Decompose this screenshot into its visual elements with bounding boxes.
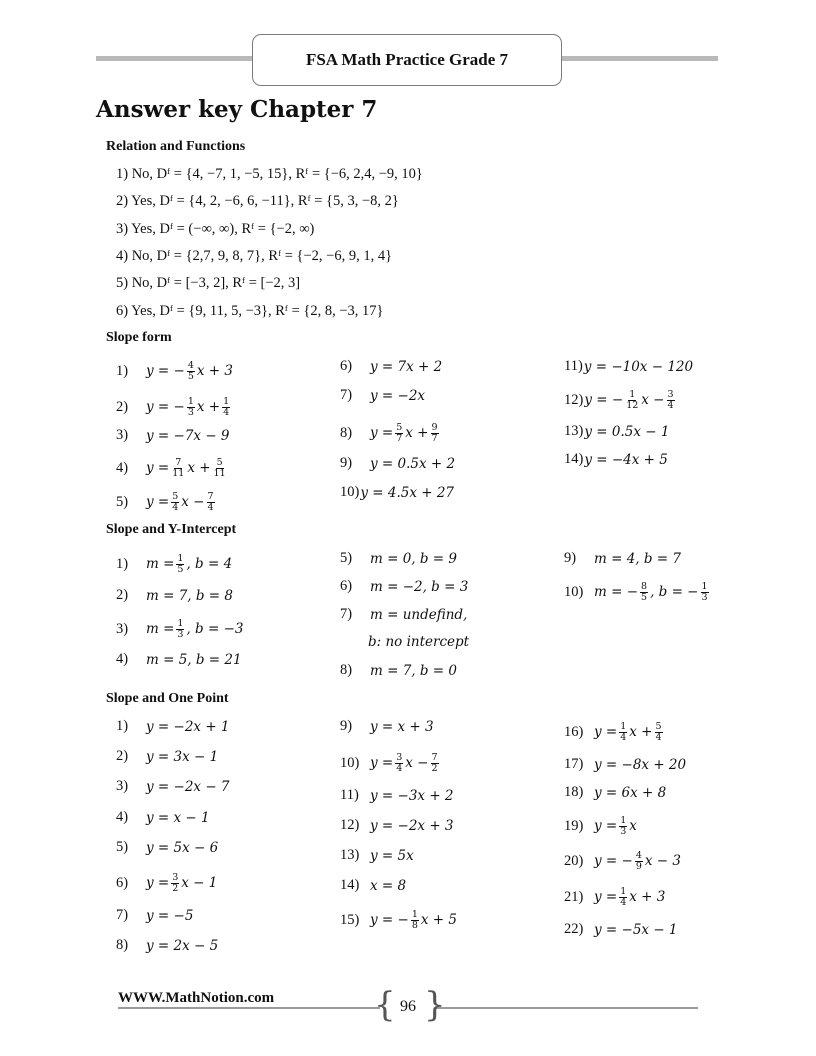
answer-expression: [594, 551, 681, 567]
answer-item: [564, 358, 693, 375]
answer-expression: [370, 388, 425, 404]
expression-part: y = 5x − 6: [146, 839, 219, 856]
relation-item: 6) Yes, Dᶠ = {9, 11, 5, −3}, Rᶠ = {2, 8, −3, 17}: [116, 303, 384, 319]
fraction-numerator: 3: [667, 389, 674, 400]
answer-expression: [594, 722, 665, 743]
answer-number: 8): [340, 662, 353, 678]
expression-part: m = −: [594, 584, 639, 601]
left-brace-icon: {: [374, 985, 396, 1025]
answer-item: [340, 753, 441, 774]
answer-number: 2): [116, 398, 129, 415]
answer-expression: [146, 361, 233, 382]
answer-number: 11): [564, 358, 583, 374]
answer-expression: [594, 922, 678, 938]
answer-number: 8): [116, 937, 129, 953]
fraction: [667, 390, 675, 411]
answer-number: 1): [116, 555, 129, 572]
expression-part: y = 0.5x + 2: [370, 455, 456, 472]
expression-part: x +: [629, 724, 653, 741]
expression-part: y =: [594, 818, 618, 835]
answer-expression: [146, 873, 217, 894]
relation-item: 4) No, Dᶠ = {2,7, 9, 8, 7}, Rᶠ = {−2, −6, 9, 1, 4}: [116, 248, 393, 264]
expression-part: , b = 4: [186, 556, 233, 573]
expression-part: x + 3: [629, 889, 666, 906]
expression-part: y =: [594, 724, 618, 741]
fraction: [619, 887, 627, 908]
answer-expression: [146, 908, 193, 924]
answer-expression: [146, 779, 230, 795]
fraction-denominator: 12: [626, 399, 639, 411]
answer-number: 3): [116, 427, 129, 443]
answer-item: [116, 458, 229, 479]
answer-expression: [370, 719, 434, 735]
expression-part: y = −: [146, 399, 185, 416]
answer-expression: [146, 652, 242, 668]
fraction: [640, 582, 648, 603]
answer-number: 2): [116, 748, 129, 764]
fraction-numerator: 7: [207, 491, 214, 502]
fraction-numerator: 1: [187, 396, 194, 407]
answer-item: [116, 427, 230, 444]
answer-item: [116, 873, 217, 894]
expression-part: y =: [370, 425, 394, 442]
fraction: [619, 816, 627, 837]
answer-number: 11): [340, 787, 359, 803]
answer-item: [340, 387, 425, 404]
answer-number: 22): [564, 921, 584, 937]
answer-number: 14): [340, 877, 360, 893]
answer-number: 10): [340, 754, 360, 771]
fraction: [431, 423, 439, 444]
expression-part: x: [629, 818, 637, 835]
answer-item: [340, 847, 414, 864]
fraction: [655, 722, 663, 743]
expression-part: m = undefind,: [370, 606, 468, 623]
fraction-denominator: 7: [431, 432, 438, 444]
answer-expression: [594, 582, 711, 603]
fraction-numerator: 1: [701, 581, 708, 592]
fraction-denominator: 4: [620, 731, 627, 743]
fraction: [635, 851, 643, 872]
answer-item: [564, 887, 665, 908]
expression-part: y = −5x − 1: [594, 921, 678, 938]
footer-rule-right: [436, 1007, 698, 1009]
fraction-numerator: 1: [177, 618, 184, 629]
answer-number: 7): [340, 387, 353, 403]
answer-expression: [146, 397, 232, 418]
expression-part: m = 0, b = 9: [370, 550, 457, 567]
page-number: 96: [400, 998, 416, 1015]
answer-item: [116, 397, 232, 418]
fraction-denominator: 4: [655, 731, 662, 743]
header-rule-right: [560, 56, 718, 61]
answer-item: [116, 651, 242, 668]
answer-item: [116, 748, 218, 765]
relation-item: 5) No, Dᶠ = [−3, 2], Rᶠ = [−2, 3]: [116, 275, 301, 291]
answer-number: 4): [116, 809, 129, 825]
fraction-numerator: 1: [620, 886, 627, 897]
answer-item: [340, 910, 457, 931]
answer-number: 7): [116, 907, 129, 923]
answer-expression: [368, 634, 469, 650]
answer-item: [340, 718, 434, 735]
answer-item: [340, 817, 454, 834]
fraction: [171, 873, 179, 894]
expression-part: y = −2x + 1: [146, 718, 230, 735]
answer-number: 9): [340, 718, 353, 734]
expression-part: x +: [196, 399, 221, 416]
answer-expression: [370, 607, 467, 623]
expression-part: y = −2x − 7: [146, 778, 230, 795]
answer-item: [340, 550, 457, 567]
answer-expression: [594, 851, 681, 872]
answer-expression: [146, 749, 218, 765]
expression-part: y = −2x: [370, 387, 426, 404]
answer-expression: [370, 878, 406, 894]
expression-part: b: no intercept: [368, 634, 470, 650]
answer-item: [116, 778, 230, 795]
fraction-denominator: 5: [177, 563, 184, 575]
expression-part: m = 4, b = 7: [594, 550, 681, 567]
answer-item: [368, 634, 469, 650]
answer-item: [116, 907, 193, 924]
expression-part: m = 7, b = 8: [146, 587, 233, 604]
fraction-denominator: 4: [620, 896, 627, 908]
fraction-numerator: 3: [396, 752, 403, 763]
answer-number: 20): [564, 852, 584, 869]
fraction-denominator: 11: [213, 467, 226, 479]
expression-part: y = 6x + 8: [594, 784, 667, 801]
answer-expression: [370, 551, 457, 567]
answer-number: 9): [340, 455, 353, 471]
answer-item: [116, 937, 218, 954]
answer-item: [116, 809, 210, 826]
fraction-denominator: 7: [396, 432, 403, 444]
relation-item: 3) Yes, Dᶠ = (−∞, ∞), Rᶠ = {−2, ∞): [116, 221, 315, 237]
fraction: [625, 390, 639, 411]
expression-part: y = 5x: [370, 847, 414, 864]
answer-expression: [584, 359, 693, 375]
expression-part: y = −: [594, 853, 633, 870]
fraction-denominator: 4: [396, 762, 403, 774]
fraction-numerator: 1: [620, 721, 627, 732]
footer-website: WWW.MathNotion.com: [118, 990, 275, 1006]
fraction: [411, 910, 419, 931]
expression-part: x −: [405, 755, 429, 772]
answer-item: [116, 554, 232, 575]
fraction-numerator: 7: [175, 457, 182, 468]
expression-part: x +: [187, 460, 211, 477]
expression-part: y = −: [146, 363, 185, 380]
fraction-numerator: 8: [641, 581, 648, 592]
fraction-numerator: 5: [396, 422, 403, 433]
fraction-denominator: 5: [641, 591, 648, 603]
expression-part: y = 7x + 2: [370, 358, 443, 375]
answer-expression: [370, 663, 457, 679]
fraction-numerator: 1: [620, 815, 627, 826]
expression-part: m = 5, b = 21: [146, 651, 242, 668]
fraction: [187, 397, 195, 418]
fraction-denominator: 3: [187, 406, 194, 418]
answer-item: [116, 361, 233, 382]
expression-part: x + 3: [196, 363, 233, 380]
answer-number: 6): [116, 874, 129, 891]
expression-part: y = −8x + 20: [594, 756, 687, 773]
answer-number: 8): [340, 424, 353, 441]
answer-expression: [146, 810, 210, 826]
answer-expression: [370, 753, 441, 774]
expression-part: m = −2, b = 3: [370, 578, 469, 595]
fraction-numerator: 3: [172, 872, 179, 883]
answer-expression: [594, 816, 637, 837]
answer-expression: [146, 719, 230, 735]
answer-number: 21): [564, 888, 584, 905]
expression-part: x −: [641, 392, 665, 409]
answer-expression: [146, 588, 233, 604]
answer-number: 17): [564, 756, 584, 772]
answer-item: [340, 423, 441, 444]
answer-expression: [370, 456, 455, 472]
answer-number: 12): [564, 391, 584, 408]
expression-part: m =: [146, 621, 175, 638]
answer-expression: [360, 485, 454, 501]
fraction-denominator: 4: [172, 501, 179, 513]
answer-number: 5): [340, 550, 353, 566]
fraction-numerator: 1: [177, 553, 184, 564]
expression-part: y = x − 1: [146, 809, 210, 826]
answer-item: [564, 722, 665, 743]
expression-part: x + 5: [420, 912, 457, 929]
section-title-one-point: Slope and One Point: [106, 691, 229, 706]
expression-part: x −: [181, 494, 205, 511]
fraction-denominator: 3: [177, 628, 184, 640]
answer-expression: [594, 757, 686, 773]
fraction: [176, 554, 184, 575]
fraction-numerator: 1: [223, 396, 230, 407]
answer-item: [116, 492, 217, 513]
expression-part: x = 8: [370, 877, 407, 894]
expression-part: y = −5: [146, 907, 194, 924]
fraction-numerator: 4: [187, 360, 194, 371]
answer-expression: [146, 840, 218, 856]
expression-part: , b = −: [650, 584, 699, 601]
answer-expression: [370, 579, 468, 595]
answer-expression: [146, 428, 230, 444]
answer-item: [340, 662, 457, 679]
fraction: [395, 753, 403, 774]
expression-part: y = 4.5x + 27: [360, 484, 455, 501]
answer-item: [116, 619, 243, 640]
answer-item: [564, 550, 681, 567]
answer-expression: [584, 424, 669, 440]
fraction-numerator: 1: [411, 909, 418, 920]
expression-part: x − 1: [181, 875, 218, 892]
answer-expression: [146, 619, 243, 640]
fraction: [619, 722, 627, 743]
answer-expression: [370, 910, 457, 931]
answer-number: 4): [116, 459, 129, 476]
answer-item: [116, 839, 218, 856]
fraction: [213, 458, 227, 479]
answer-expression: [594, 887, 665, 908]
answer-item: [564, 390, 677, 411]
answer-number: 4): [116, 651, 129, 667]
answer-item: [564, 756, 686, 773]
answer-number: 1): [116, 718, 129, 734]
answer-item: [340, 606, 467, 623]
expression-part: y =: [146, 494, 170, 511]
answer-number: 9): [564, 550, 577, 566]
answer-item: [564, 921, 678, 938]
answer-item: [564, 784, 666, 801]
fraction: [207, 492, 215, 513]
answer-number: 19): [564, 817, 584, 834]
answer-item: [116, 718, 230, 735]
answer-number: 3): [116, 620, 129, 637]
expression-part: y = x + 3: [370, 718, 434, 735]
fraction-denominator: 8: [411, 919, 418, 931]
fraction-numerator: 1: [629, 389, 636, 400]
expression-part: x +: [405, 425, 429, 442]
fraction: [431, 753, 439, 774]
fraction-numerator: 4: [635, 850, 642, 861]
fraction-denominator: 2: [172, 882, 179, 894]
answer-item: [340, 455, 455, 472]
fraction-denominator: 4: [207, 501, 214, 513]
footer-rule-left: [118, 1007, 380, 1009]
fraction-numerator: 5: [172, 491, 179, 502]
fraction-denominator: 2: [431, 762, 438, 774]
fraction: [176, 619, 184, 640]
answer-expression: [370, 848, 414, 864]
expression-part: y = −2x + 3: [370, 817, 454, 834]
answer-item: [340, 358, 442, 375]
expression-part: x − 3: [644, 853, 681, 870]
answer-expression: [370, 818, 454, 834]
fraction-numerator: 5: [655, 721, 662, 732]
right-brace-icon: }: [424, 985, 446, 1025]
answer-number: 13): [340, 847, 360, 863]
section-title-relation: Relation and Functions: [106, 139, 246, 154]
answer-number: 10): [340, 484, 360, 500]
fraction: [701, 582, 709, 603]
fraction-denominator: 3: [701, 591, 708, 603]
expression-part: y = −4x + 5: [584, 451, 668, 468]
answer-expression: [370, 788, 454, 804]
expression-part: y = −: [370, 912, 409, 929]
relation-item: 2) Yes, Dᶠ = {4, 2, −6, 6, −11}, Rᶠ = {5, 3, −8, 2}: [116, 193, 399, 209]
answer-expression: [594, 785, 666, 801]
answer-number: 7): [340, 606, 353, 622]
fraction: [222, 397, 230, 418]
fraction: [171, 492, 179, 513]
header-rule-left: [96, 56, 252, 61]
answer-number: 10): [564, 583, 584, 600]
expression-part: y =: [594, 889, 618, 906]
expression-part: y =: [146, 460, 170, 477]
answer-number: 18): [564, 784, 584, 800]
expression-part: , b = −3: [186, 621, 244, 638]
answer-number: 6): [340, 358, 353, 374]
expression-part: y = 2x − 5: [146, 937, 219, 954]
expression-part: y =: [370, 755, 394, 772]
expression-part: m = 7, b = 0: [370, 662, 457, 679]
answer-expression: [370, 423, 441, 444]
expression-part: y = −: [584, 392, 624, 409]
fraction: [187, 361, 195, 382]
expression-part: y = −3x + 2: [370, 787, 454, 804]
answer-number: 6): [340, 578, 353, 594]
fraction-numerator: 7: [431, 752, 438, 763]
answer-expression: [584, 452, 668, 468]
answer-expression: [146, 938, 218, 954]
expression-part: y =: [146, 875, 170, 892]
answer-item: [340, 484, 454, 501]
section-title-slope-intercept: Slope and Y-Intercept: [106, 522, 237, 537]
expression-part: y = 0.5x − 1: [584, 423, 670, 440]
answer-item: [564, 816, 637, 837]
answer-item: [116, 587, 233, 604]
answer-number: 12): [340, 817, 360, 833]
answer-item: [340, 787, 454, 804]
answer-item: [564, 851, 681, 872]
answer-number: 16): [564, 723, 584, 740]
fraction-denominator: 9: [635, 860, 642, 872]
answer-number: 15): [340, 911, 360, 928]
answer-expression: [584, 390, 676, 411]
answer-item: [340, 578, 468, 595]
header-title-box: [252, 34, 562, 86]
fraction-denominator: 11: [172, 467, 185, 479]
answer-number: 5): [116, 839, 129, 855]
fraction-denominator: 4: [223, 406, 230, 418]
answer-expression: [146, 554, 232, 575]
section-title-slope-form: Slope form: [106, 330, 172, 345]
header-title: FSA Math Practice Grade 7: [305, 50, 509, 69]
fraction-denominator: 5: [187, 370, 194, 382]
answer-number: 2): [116, 587, 129, 603]
fraction-numerator: 9: [431, 422, 438, 433]
fraction: [395, 423, 403, 444]
answer-expression: [146, 492, 217, 513]
fraction-denominator: 4: [667, 399, 674, 411]
relation-item: 1) No, Dᶠ = {4, −7, 1, −5, 15}, Rᶠ = {−6, 2,4, −9, 10}: [116, 166, 423, 182]
answer-number: 1): [116, 362, 129, 379]
expression-part: m =: [146, 556, 175, 573]
answer-expression: [370, 359, 442, 375]
answer-item: [564, 582, 711, 603]
expression-part: y = −10x − 120: [583, 358, 694, 375]
answer-item: [340, 877, 406, 894]
answer-number: 5): [116, 493, 129, 510]
expression-part: y = −7x − 9: [146, 427, 230, 444]
answer-number: 3): [116, 778, 129, 794]
answer-item: [564, 451, 668, 468]
chapter-title: Answer key Chapter 7: [96, 96, 378, 123]
answer-number: 14): [564, 451, 584, 467]
answer-item: [564, 423, 669, 440]
fraction-denominator: 3: [620, 825, 627, 837]
answer-number: 13): [564, 423, 584, 439]
fraction: [171, 458, 185, 479]
fraction-numerator: 5: [216, 457, 223, 468]
answer-expression: [146, 458, 229, 479]
expression-part: y = 3x − 1: [146, 748, 219, 765]
